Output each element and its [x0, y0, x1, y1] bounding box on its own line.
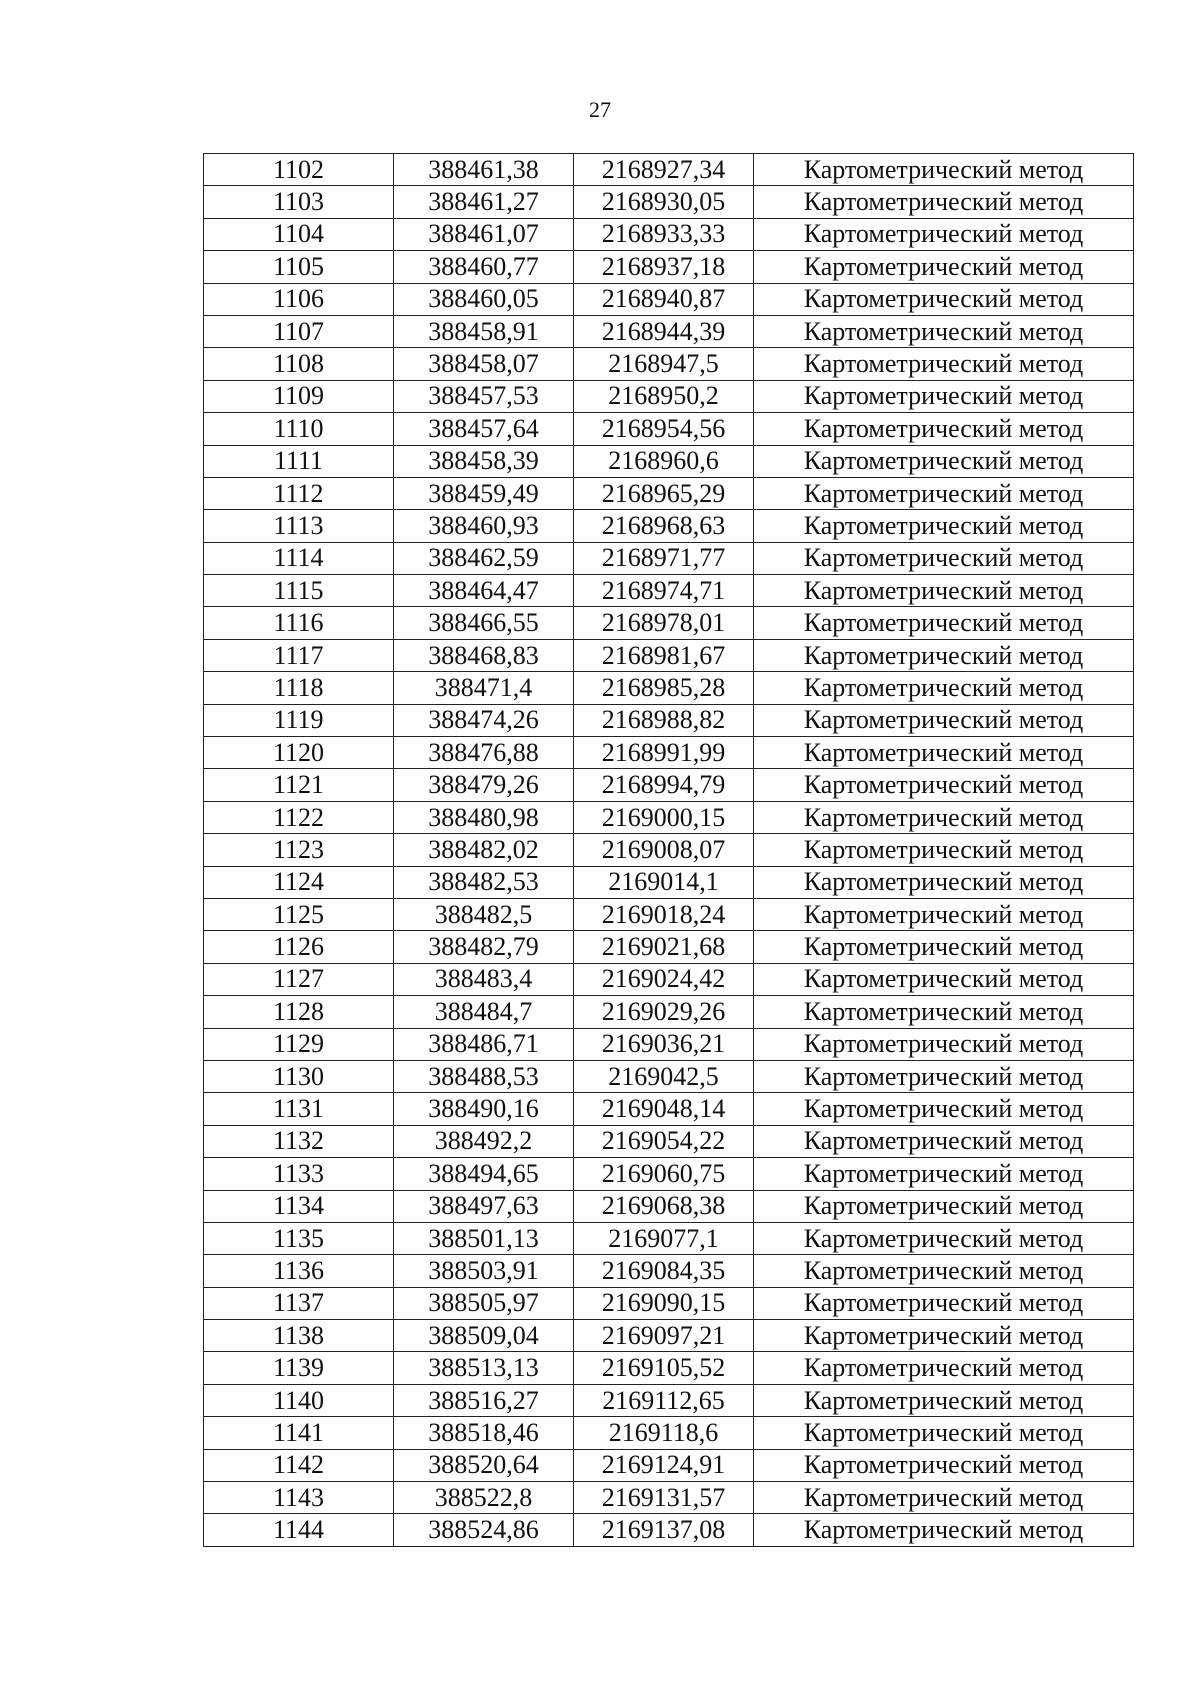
- point-number-cell: 1103: [204, 186, 394, 218]
- y-coordinate-cell: 2168991,99: [574, 737, 754, 769]
- x-coordinate-cell: 388461,27: [394, 186, 574, 218]
- x-coordinate-cell: 388457,64: [394, 413, 574, 445]
- table-row: [204, 704, 1134, 736]
- point-number-cell: 1137: [204, 1287, 394, 1319]
- point-number-cell: 1139: [204, 1352, 394, 1384]
- table-row: [204, 1287, 1134, 1319]
- y-coordinate-cell: 2168965,29: [574, 477, 754, 509]
- table-row: [204, 1255, 1134, 1287]
- point-number-cell: 1138: [204, 1320, 394, 1352]
- point-number-cell: 1123: [204, 834, 394, 866]
- point-number-cell: 1127: [204, 963, 394, 995]
- y-coordinate-cell: 2168927,34: [574, 154, 754, 186]
- table-row: [204, 769, 1134, 801]
- point-number-cell: 1135: [204, 1222, 394, 1254]
- point-number-cell: 1116: [204, 607, 394, 639]
- method-cell: Картометрический метод: [754, 1320, 1134, 1352]
- table-row: [204, 996, 1134, 1028]
- method-cell: Картометрический метод: [754, 931, 1134, 963]
- x-coordinate-cell: 388474,26: [394, 704, 574, 736]
- method-cell: Картометрический метод: [754, 575, 1134, 607]
- method-cell: Картометрический метод: [754, 801, 1134, 833]
- x-coordinate-cell: 388458,91: [394, 315, 574, 347]
- y-coordinate-cell: 2169048,14: [574, 1093, 754, 1125]
- point-number-cell: 1112: [204, 477, 394, 509]
- table-row: [204, 639, 1134, 671]
- method-cell: Картометрический метод: [754, 1093, 1134, 1125]
- table-row: [204, 348, 1134, 380]
- method-cell: Картометрический метод: [754, 834, 1134, 866]
- point-number-cell: 1126: [204, 931, 394, 963]
- table-row: [204, 1417, 1134, 1449]
- y-coordinate-cell: 2168994,79: [574, 769, 754, 801]
- method-cell: Картометрический метод: [754, 445, 1134, 477]
- y-coordinate-cell: 2168985,28: [574, 672, 754, 704]
- point-number-cell: 1131: [204, 1093, 394, 1125]
- table-row: [204, 1125, 1134, 1157]
- point-number-cell: 1121: [204, 769, 394, 801]
- method-cell: Картометрический метод: [754, 542, 1134, 574]
- x-coordinate-cell: 388482,02: [394, 834, 574, 866]
- method-cell: Картометрический метод: [754, 639, 1134, 671]
- table-row: [204, 963, 1134, 995]
- x-coordinate-cell: 388461,38: [394, 154, 574, 186]
- table-row: [204, 413, 1134, 445]
- point-number-cell: 1136: [204, 1255, 394, 1287]
- method-cell: Картометрический метод: [754, 413, 1134, 445]
- x-coordinate-cell: 388476,88: [394, 737, 574, 769]
- x-coordinate-cell: 388505,97: [394, 1287, 574, 1319]
- x-coordinate-cell: 388494,65: [394, 1158, 574, 1190]
- method-cell: Картометрический метод: [754, 218, 1134, 250]
- x-coordinate-cell: 388468,83: [394, 639, 574, 671]
- point-number-cell: 1130: [204, 1060, 394, 1092]
- x-coordinate-cell: 388458,39: [394, 445, 574, 477]
- method-cell: Картометрический метод: [754, 737, 1134, 769]
- y-coordinate-cell: 2168933,33: [574, 218, 754, 250]
- x-coordinate-cell: 388516,27: [394, 1384, 574, 1416]
- method-cell: Картометрический метод: [754, 477, 1134, 509]
- y-coordinate-cell: 2169054,22: [574, 1125, 754, 1157]
- point-number-cell: 1129: [204, 1028, 394, 1060]
- method-cell: Картометрический метод: [754, 672, 1134, 704]
- x-coordinate-cell: 388492,2: [394, 1125, 574, 1157]
- table-row: [204, 1482, 1134, 1514]
- y-coordinate-cell: 2169008,07: [574, 834, 754, 866]
- y-coordinate-cell: 2169042,5: [574, 1060, 754, 1092]
- y-coordinate-cell: 2168968,63: [574, 510, 754, 542]
- x-coordinate-cell: 388471,4: [394, 672, 574, 704]
- point-number-cell: 1114: [204, 542, 394, 574]
- method-cell: Картометрический метод: [754, 1482, 1134, 1514]
- point-number-cell: 1144: [204, 1514, 394, 1546]
- table-row: [204, 477, 1134, 509]
- coordinates-table: [203, 153, 1134, 1547]
- y-coordinate-cell: 2168947,5: [574, 348, 754, 380]
- y-coordinate-cell: 2168954,56: [574, 413, 754, 445]
- table-row: [204, 834, 1134, 866]
- point-number-cell: 1113: [204, 510, 394, 542]
- point-number-cell: 1132: [204, 1125, 394, 1157]
- table-row: [204, 251, 1134, 283]
- y-coordinate-cell: 2169084,35: [574, 1255, 754, 1287]
- point-number-cell: 1122: [204, 801, 394, 833]
- y-coordinate-cell: 2169097,21: [574, 1320, 754, 1352]
- x-coordinate-cell: 388464,47: [394, 575, 574, 607]
- x-coordinate-cell: 388482,5: [394, 898, 574, 930]
- x-coordinate-cell: 388518,46: [394, 1417, 574, 1449]
- method-cell: Картометрический метод: [754, 154, 1134, 186]
- method-cell: Картометрический метод: [754, 348, 1134, 380]
- point-number-cell: 1102: [204, 154, 394, 186]
- table-row: [204, 1222, 1134, 1254]
- table-row: [204, 866, 1134, 898]
- x-coordinate-cell: 388484,7: [394, 996, 574, 1028]
- y-coordinate-cell: 2168930,05: [574, 186, 754, 218]
- point-number-cell: 1133: [204, 1158, 394, 1190]
- table-row: [204, 575, 1134, 607]
- page-number: 27: [589, 97, 611, 122]
- point-number-cell: 1105: [204, 251, 394, 283]
- y-coordinate-cell: 2169118,6: [574, 1417, 754, 1449]
- x-coordinate-cell: 388513,13: [394, 1352, 574, 1384]
- point-number-cell: 1120: [204, 737, 394, 769]
- y-coordinate-cell: 2169029,26: [574, 996, 754, 1028]
- x-coordinate-cell: 388501,13: [394, 1222, 574, 1254]
- method-cell: Картометрический метод: [754, 996, 1134, 1028]
- table-row: [204, 801, 1134, 833]
- x-coordinate-cell: 388460,77: [394, 251, 574, 283]
- point-number-cell: 1118: [204, 672, 394, 704]
- y-coordinate-cell: 2169131,57: [574, 1482, 754, 1514]
- table-row: [204, 1320, 1134, 1352]
- y-coordinate-cell: 2168981,67: [574, 639, 754, 671]
- method-cell: Картометрический метод: [754, 1352, 1134, 1384]
- x-coordinate-cell: 388480,98: [394, 801, 574, 833]
- method-cell: Картометрический метод: [754, 607, 1134, 639]
- y-coordinate-cell: 2169105,52: [574, 1352, 754, 1384]
- y-coordinate-cell: 2168988,82: [574, 704, 754, 736]
- x-coordinate-cell: 388503,91: [394, 1255, 574, 1287]
- point-number-cell: 1142: [204, 1449, 394, 1481]
- y-coordinate-cell: 2169077,1: [574, 1222, 754, 1254]
- method-cell: Картометрический метод: [754, 1384, 1134, 1416]
- table-row: [204, 672, 1134, 704]
- method-cell: Картометрический метод: [754, 251, 1134, 283]
- table-row: [204, 283, 1134, 315]
- point-number-cell: 1107: [204, 315, 394, 347]
- point-number-cell: 1108: [204, 348, 394, 380]
- y-coordinate-cell: 2169112,65: [574, 1384, 754, 1416]
- point-number-cell: 1140: [204, 1384, 394, 1416]
- y-coordinate-cell: 2168940,87: [574, 283, 754, 315]
- table-row: [204, 737, 1134, 769]
- table-row: [204, 315, 1134, 347]
- table-row: [204, 1352, 1134, 1384]
- x-coordinate-cell: 388460,93: [394, 510, 574, 542]
- method-cell: Картометрический метод: [754, 1287, 1134, 1319]
- table-row: [204, 1093, 1134, 1125]
- x-coordinate-cell: 388466,55: [394, 607, 574, 639]
- table-row: [204, 607, 1134, 639]
- method-cell: Картометрический метод: [754, 186, 1134, 218]
- x-coordinate-cell: 388459,49: [394, 477, 574, 509]
- point-number-cell: 1109: [204, 380, 394, 412]
- table-row: [204, 931, 1134, 963]
- y-coordinate-cell: 2169060,75: [574, 1158, 754, 1190]
- table-row: [204, 1060, 1134, 1092]
- y-coordinate-cell: 2168974,71: [574, 575, 754, 607]
- method-cell: Картометрический метод: [754, 704, 1134, 736]
- point-number-cell: 1128: [204, 996, 394, 1028]
- y-coordinate-cell: 2168937,18: [574, 251, 754, 283]
- table-row: [204, 1514, 1134, 1546]
- x-coordinate-cell: 388462,59: [394, 542, 574, 574]
- table-row: [204, 380, 1134, 412]
- point-number-cell: 1111: [204, 445, 394, 477]
- method-cell: Картометрический метод: [754, 1028, 1134, 1060]
- point-number-cell: 1125: [204, 898, 394, 930]
- y-coordinate-cell: 2168978,01: [574, 607, 754, 639]
- method-cell: Картометрический метод: [754, 510, 1134, 542]
- y-coordinate-cell: 2169090,15: [574, 1287, 754, 1319]
- method-cell: Картометрический метод: [754, 769, 1134, 801]
- x-coordinate-cell: 388483,4: [394, 963, 574, 995]
- y-coordinate-cell: 2169068,38: [574, 1190, 754, 1222]
- point-number-cell: 1110: [204, 413, 394, 445]
- x-coordinate-cell: 388490,16: [394, 1093, 574, 1125]
- y-coordinate-cell: 2169036,21: [574, 1028, 754, 1060]
- method-cell: Картометрический метод: [754, 283, 1134, 315]
- table-row: [204, 1449, 1134, 1481]
- method-cell: Картометрический метод: [754, 866, 1134, 898]
- table-row: [204, 542, 1134, 574]
- method-cell: Картометрический метод: [754, 898, 1134, 930]
- x-coordinate-cell: 388482,53: [394, 866, 574, 898]
- point-number-cell: 1104: [204, 218, 394, 250]
- y-coordinate-cell: 2168950,2: [574, 380, 754, 412]
- x-coordinate-cell: 388457,53: [394, 380, 574, 412]
- method-cell: Картометрический метод: [754, 1125, 1134, 1157]
- y-coordinate-cell: 2169137,08: [574, 1514, 754, 1546]
- x-coordinate-cell: 388509,04: [394, 1320, 574, 1352]
- table-row: [204, 510, 1134, 542]
- point-number-cell: 1141: [204, 1417, 394, 1449]
- method-cell: Картометрический метод: [754, 963, 1134, 995]
- x-coordinate-cell: 388461,07: [394, 218, 574, 250]
- x-coordinate-cell: 388524,86: [394, 1514, 574, 1546]
- y-coordinate-cell: 2169000,15: [574, 801, 754, 833]
- x-coordinate-cell: 388522,8: [394, 1482, 574, 1514]
- method-cell: Картометрический метод: [754, 1449, 1134, 1481]
- x-coordinate-cell: 388488,53: [394, 1060, 574, 1092]
- table-row: [204, 1158, 1134, 1190]
- method-cell: Картометрический метод: [754, 1255, 1134, 1287]
- table-row: [204, 1028, 1134, 1060]
- x-coordinate-cell: 388458,07: [394, 348, 574, 380]
- point-number-cell: 1134: [204, 1190, 394, 1222]
- method-cell: Картометрический метод: [754, 1222, 1134, 1254]
- method-cell: Картометрический метод: [754, 1514, 1134, 1546]
- point-number-cell: 1143: [204, 1482, 394, 1514]
- table-row: [204, 1384, 1134, 1416]
- method-cell: Картометрический метод: [754, 1417, 1134, 1449]
- point-number-cell: 1119: [204, 704, 394, 736]
- point-number-cell: 1115: [204, 575, 394, 607]
- point-number-cell: 1106: [204, 283, 394, 315]
- table-row: [204, 1190, 1134, 1222]
- x-coordinate-cell: 388460,05: [394, 283, 574, 315]
- y-coordinate-cell: 2169124,91: [574, 1449, 754, 1481]
- y-coordinate-cell: 2168944,39: [574, 315, 754, 347]
- x-coordinate-cell: 388479,26: [394, 769, 574, 801]
- method-cell: Картометрический метод: [754, 1060, 1134, 1092]
- table-row: [204, 898, 1134, 930]
- table-row: [204, 154, 1134, 186]
- y-coordinate-cell: 2169021,68: [574, 931, 754, 963]
- y-coordinate-cell: 2169024,42: [574, 963, 754, 995]
- y-coordinate-cell: 2169018,24: [574, 898, 754, 930]
- point-number-cell: 1124: [204, 866, 394, 898]
- x-coordinate-cell: 388497,63: [394, 1190, 574, 1222]
- coordinates-table-body: [204, 154, 1134, 1547]
- y-coordinate-cell: 2169014,1: [574, 866, 754, 898]
- point-number-cell: 1117: [204, 639, 394, 671]
- x-coordinate-cell: 388486,71: [394, 1028, 574, 1060]
- table-row: [204, 186, 1134, 218]
- y-coordinate-cell: 2168960,6: [574, 445, 754, 477]
- table-row: [204, 445, 1134, 477]
- table-row: [204, 218, 1134, 250]
- x-coordinate-cell: 388520,64: [394, 1449, 574, 1481]
- method-cell: Картометрический метод: [754, 315, 1134, 347]
- x-coordinate-cell: 388482,79: [394, 931, 574, 963]
- method-cell: Картометрический метод: [754, 1158, 1134, 1190]
- method-cell: Картометрический метод: [754, 380, 1134, 412]
- method-cell: Картометрический метод: [754, 1190, 1134, 1222]
- y-coordinate-cell: 2168971,77: [574, 542, 754, 574]
